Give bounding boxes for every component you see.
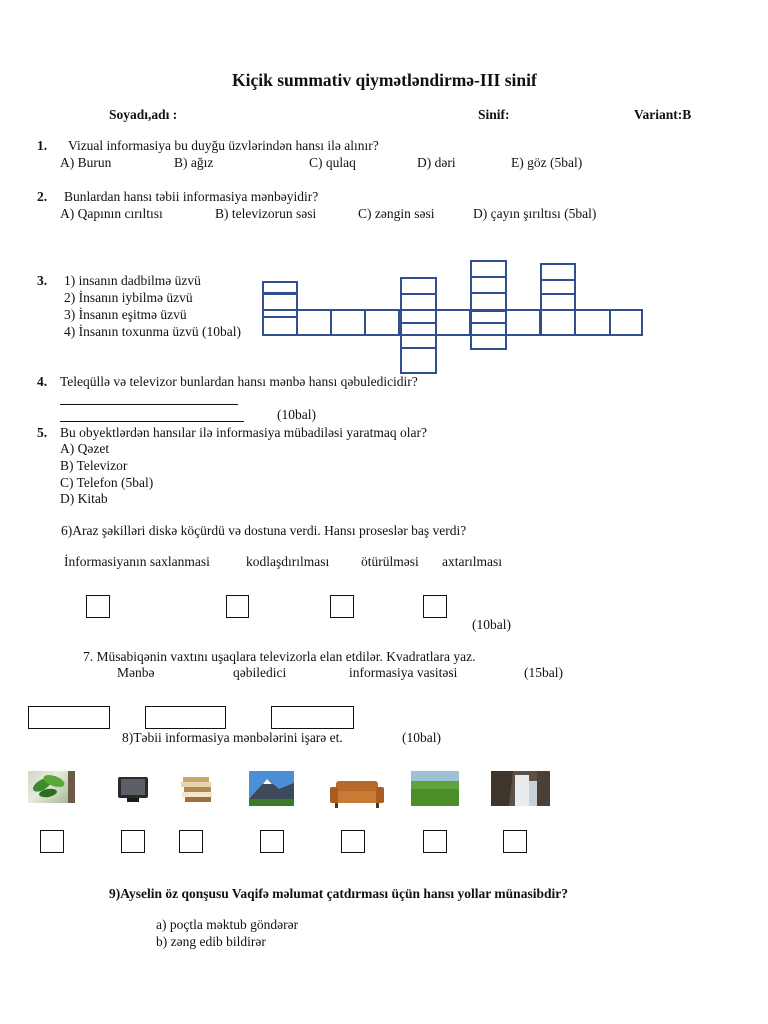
q8-checkbox-mountain[interactable]: [260, 830, 284, 853]
sofa-image: [330, 773, 384, 810]
q7-answer-box-receiver[interactable]: [145, 706, 226, 729]
q1-option-e[interactable]: E) göz (5bal): [511, 155, 583, 170]
q6-option-search: axtarılması: [442, 554, 502, 569]
crossword-cell[interactable]: [540, 293, 576, 311]
q8-checkbox-tv[interactable]: [121, 830, 145, 853]
q2-option-c[interactable]: C) zəngin səsi: [358, 206, 435, 221]
crossword-cell[interactable]: [400, 322, 437, 349]
q6-checkbox-3[interactable]: [330, 595, 354, 618]
q4-answer-line-2[interactable]: [60, 421, 244, 422]
q5-option-a[interactable]: A) Qəzet: [60, 441, 110, 456]
q7-answer-box-medium[interactable]: [271, 706, 354, 729]
q6-points: (10bal): [472, 617, 511, 632]
class-field-label: Sinif:: [478, 107, 510, 122]
q6-option-transfer: ötürülməsi: [361, 554, 419, 569]
q8-checkbox-plant[interactable]: [40, 830, 64, 853]
q2-option-b[interactable]: B) televizorun səsi: [215, 206, 317, 221]
q1-number: 1.: [37, 138, 48, 153]
q9-option-a[interactable]: a) poçtla məktub göndərər: [156, 917, 299, 932]
q4-points: (10bal): [277, 407, 316, 422]
q8-checkbox-sofa[interactable]: [341, 830, 365, 853]
crossword-cell[interactable]: [296, 309, 332, 336]
crossword-cell[interactable]: [435, 309, 471, 336]
q8-checkbox-waterfall[interactable]: [503, 830, 527, 853]
plant-image: [28, 771, 75, 803]
q6-option-storage: İnformasiyanın saxlanmasi: [64, 554, 210, 569]
q2-option-d[interactable]: D) çayın şırıltısı (5bal): [473, 206, 597, 221]
name-field-label: Soyadı,adı :: [109, 107, 178, 122]
crossword-cell[interactable]: [505, 309, 541, 336]
q6-checkbox-1[interactable]: [86, 595, 110, 618]
q4-number: 4.: [37, 374, 48, 389]
q2-option-a[interactable]: A) Qapının cırıltısı: [60, 206, 163, 221]
crossword-cell[interactable]: [400, 293, 437, 311]
q7-label-source: Mənbə: [117, 665, 155, 680]
crossword-cell[interactable]: [364, 309, 400, 336]
q2-number: 2.: [37, 189, 48, 204]
q8-checkbox-grass[interactable]: [423, 830, 447, 853]
q1-option-c[interactable]: C) qulaq: [309, 155, 356, 170]
variant-label: Variant:B: [634, 107, 692, 122]
q7-label-receiver: qəbiledici: [233, 665, 287, 680]
q7-label-medium: informasiya vasitəsi: [349, 665, 458, 680]
crossword-cell[interactable]: [262, 309, 298, 336]
crossword-cell[interactable]: [609, 309, 643, 336]
crossword-cell[interactable]: [470, 322, 507, 350]
mountain-image: [249, 771, 294, 806]
q1-option-a[interactable]: A) Burun: [60, 155, 112, 170]
q2-text: Bunlardan hansı təbii informasiya mənbəyidir?: [64, 189, 319, 204]
crossword-cell[interactable]: [540, 309, 576, 336]
page-title: Kiçik summativ qiymətləndirmə-III sinif: [232, 70, 537, 90]
q5-option-d[interactable]: D) Kitab: [60, 491, 108, 506]
q5-text: Bu obyektlərdən hansılar ilə informasiya mübadiləsi yaratmaq olar?: [60, 425, 428, 440]
crossword-cell[interactable]: [400, 347, 437, 374]
q8-checkbox-books[interactable]: [179, 830, 203, 853]
q8-points: (10bal): [402, 730, 441, 745]
q6-checkbox-2[interactable]: [226, 595, 249, 618]
q6-text: 6)Araz şəkilləri diskə köçürdü və dostuna verdi. Hansı proseslər baş verdi?: [61, 523, 467, 538]
q6-option-coding: kodlaşdırılması: [246, 554, 330, 569]
q1-option-d[interactable]: D) dəri: [417, 155, 456, 170]
books-image: [180, 773, 214, 803]
crossword-cell[interactable]: [470, 292, 507, 312]
q1-text: Vizual informasiya bu duyğu üzvlərindən hansı ilə alınır?: [68, 138, 379, 153]
q5-option-c[interactable]: C) Telefon (5bal): [60, 475, 154, 490]
q4-answer-line-1[interactable]: [60, 404, 238, 405]
q3-item-3: 3) İnsanın eşitmə üzvü: [64, 307, 187, 322]
q3-item-1: 1) insanın dadbilmə üzvü: [64, 273, 201, 288]
q3-item-2: 2) İnsanın iybilmə üzvü: [64, 290, 193, 305]
q7-points: (15bal): [524, 665, 563, 680]
q9-text: 9)Ayselin öz qonşusu Vaqifə məlumat çatdırması üçün hansı yollar münasibdir?: [109, 886, 568, 901]
q5-number: 5.: [37, 425, 48, 440]
crossword-cell[interactable]: [330, 309, 366, 336]
q7-answer-box-source[interactable]: [28, 706, 110, 729]
q1-option-b[interactable]: B) ağız: [174, 155, 214, 170]
tv-image: [117, 776, 149, 803]
q3-number: 3.: [37, 273, 48, 288]
q6-checkbox-4[interactable]: [423, 595, 447, 618]
q9-option-b[interactable]: b) zəng edib bildirər: [156, 934, 266, 949]
q4-text: Teleqüllə və televizor bunlardan hansı mənbə hansı qəbuledicidir?: [60, 374, 418, 389]
grass-field-image: [411, 771, 459, 806]
q3-item-4: 4) İnsanın toxunma üzvü (10bal): [64, 324, 241, 339]
q5-option-b[interactable]: B) Televizor: [60, 458, 128, 473]
waterfall-image: [491, 771, 550, 806]
q7-text: 7. Müsabiqənin vaxtını uşaqlara televizorla elan etdilər. Kvadratlara yaz.: [83, 649, 476, 664]
q8-text: 8)Təbii informasiya mənbələrini işarə et.: [122, 730, 343, 745]
crossword-cell[interactable]: [574, 309, 611, 336]
